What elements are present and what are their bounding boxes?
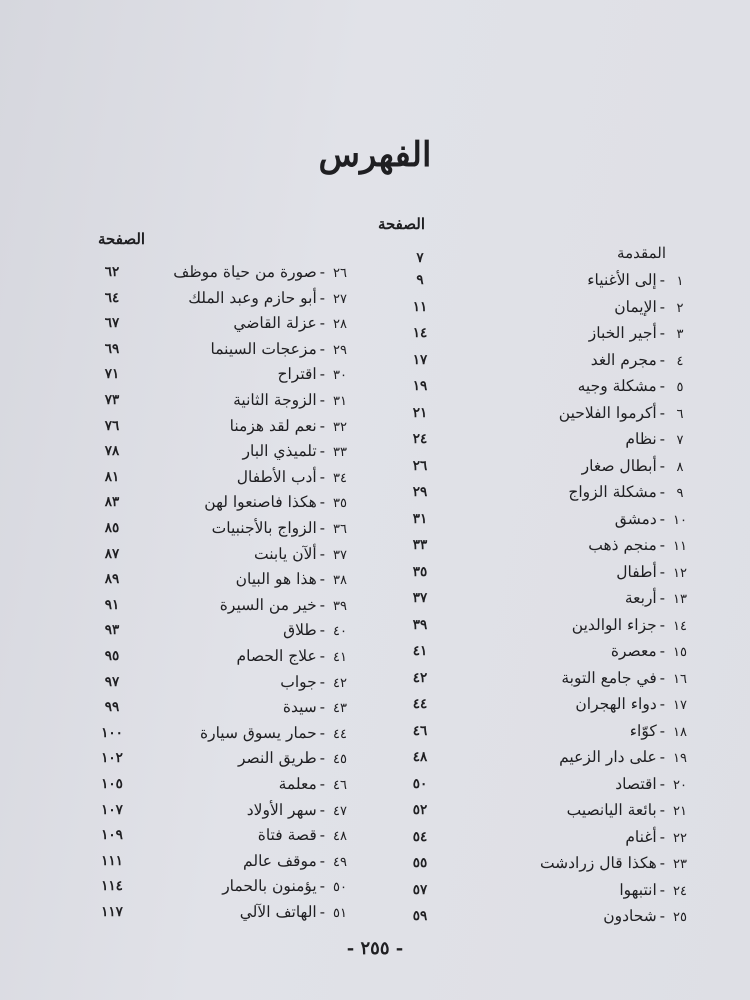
- toc-entry-title: علاج الحصام: [236, 647, 317, 665]
- toc-entry-number: ٤٩: [333, 854, 347, 870]
- toc-entry-dash: -: [319, 800, 325, 819]
- toc-entry-page: ٢١: [412, 404, 428, 421]
- toc-entry-number: ٢٩: [333, 342, 347, 358]
- toc-entry-title: في جامع التوبة: [561, 668, 657, 687]
- toc-entry-dash: -: [319, 621, 325, 640]
- toc-entry-dash: -: [659, 297, 665, 316]
- toc-entry: [568, 480, 692, 504]
- toc-entry: [283, 695, 352, 719]
- toc-entry-title: أربعة: [624, 589, 657, 607]
- toc-entry-dash: -: [319, 263, 325, 281]
- toc-entry-title: هكذا فاصنعوا لهن: [204, 493, 317, 512]
- toc-entry: [540, 851, 692, 875]
- toc-entry-title: منجم ذهب: [588, 536, 657, 554]
- toc-entry: [616, 560, 692, 584]
- toc-entry-page: ٨٩: [104, 571, 120, 588]
- toc-entry: [238, 746, 352, 770]
- toc-entry: [188, 286, 352, 310]
- toc-entry-dash: -: [659, 615, 665, 634]
- toc-entry-dash: -: [319, 339, 325, 358]
- toc-entry: [559, 401, 692, 425]
- toc-entry-dash: -: [659, 854, 665, 872]
- toc-entry: [578, 374, 692, 398]
- toc-entry-page: ٢٤: [412, 431, 428, 447]
- toc-entry-number: ١٠: [673, 512, 687, 528]
- toc-entry: [279, 772, 352, 796]
- toc-entry-number: ٢١: [673, 804, 687, 819]
- toc-entry-title: انتبهوا: [619, 880, 657, 899]
- intro-entry-title: المقدمة: [617, 244, 666, 262]
- toc-entry-number: ١٤: [673, 618, 687, 634]
- toc-entry-number: ١٨: [673, 724, 687, 740]
- toc-entry: [204, 490, 352, 514]
- toc-entry-page: ٧٨: [104, 443, 120, 460]
- toc-entry: [615, 772, 692, 796]
- toc-entry-page: ٥٩: [412, 908, 428, 924]
- toc-entry-title: حمار يسوق سيارة: [199, 723, 317, 742]
- toc-entry-page: ٩٧: [104, 673, 120, 690]
- toc-entry: [258, 823, 352, 847]
- toc-entry: [237, 465, 352, 489]
- toc-entry-page: ٥٧: [412, 881, 428, 898]
- toc-entry-title: مشكلة وجيه: [577, 377, 657, 395]
- toc-entry-title: أكرموا الفلاحين: [558, 403, 657, 422]
- toc-entry-page: ١١٤: [101, 878, 123, 895]
- toc-entry-number: ١١: [673, 539, 687, 554]
- toc-entry-number: ٤٣: [333, 701, 347, 717]
- toc-entry: [567, 798, 692, 822]
- toc-entry-page: ٦٤: [104, 289, 120, 306]
- toc-entry-title: أطفال: [616, 562, 657, 581]
- toc-entry-dash: -: [319, 467, 325, 486]
- toc-entry-number: ٢: [676, 300, 684, 316]
- toc-entry-dash: -: [659, 721, 665, 740]
- toc-entry-title: دواء الهجران: [575, 695, 657, 713]
- toc-entry-number: ٣٦: [333, 522, 347, 537]
- toc-entry-number: ٤٥: [333, 752, 347, 768]
- toc-entry-dash: -: [659, 668, 665, 687]
- toc-entry-title: صورة من حياة موظف: [173, 263, 317, 281]
- toc-entry-page: ٦٧: [104, 315, 120, 332]
- toc-entry-page: ٣٥: [412, 563, 428, 580]
- page-column-header-left: الصفحة: [98, 230, 146, 248]
- toc-entry-number: ١٦: [673, 671, 687, 687]
- toc-entry-page: ٦٢: [104, 264, 120, 280]
- toc-entry-page: ٥٥: [412, 855, 428, 871]
- toc-entry-dash: -: [319, 442, 325, 461]
- toc-entry-number: ٤٨: [333, 829, 347, 845]
- toc-entry-title: قصة فتاة: [257, 826, 317, 845]
- toc-entry-page: ٤٤: [412, 696, 428, 712]
- page-column-header-right: الصفحة: [377, 215, 425, 233]
- toc-entry-dash: -: [319, 903, 325, 921]
- toc-entry-dash: -: [319, 749, 325, 768]
- toc-entry-dash: -: [319, 493, 325, 512]
- toc-entry: [625, 825, 692, 849]
- toc-entry-number: ٣٩: [333, 598, 347, 614]
- toc-entry-page: ٣١: [412, 510, 428, 527]
- toc-entry-title: مزعجات السينما: [210, 339, 317, 358]
- toc-entry: [247, 798, 352, 822]
- toc-entry-dash: -: [319, 595, 325, 614]
- toc-entry-dash: -: [659, 483, 665, 501]
- toc-entry-number: ٣٠: [333, 368, 347, 384]
- toc-entry-dash: -: [659, 642, 665, 660]
- toc-entry-title: الزوجة الثانية: [233, 391, 317, 409]
- toc-entry-page: ١٤: [412, 325, 428, 341]
- toc-entry: [233, 311, 352, 335]
- toc-entry-title: اقتراح: [277, 365, 317, 384]
- toc-entry: [614, 295, 692, 319]
- toc-entry-number: ٤٦: [333, 778, 347, 793]
- toc-entry-title: طلاق: [283, 621, 317, 640]
- toc-entry-page: ٥٤: [412, 828, 428, 845]
- toc-entry-number: ٤١: [333, 650, 347, 665]
- toc-entry-page: ٤٨: [412, 749, 428, 765]
- toc-entry: [220, 593, 352, 617]
- toc-entry: [625, 427, 692, 451]
- toc-entry-number: ٣٢: [333, 419, 347, 435]
- toc-entry-dash: -: [659, 430, 665, 448]
- toc-entry-title: الهاتف الآلي: [239, 903, 317, 921]
- toc-entry-page: ٢٩: [412, 484, 428, 500]
- toc-entry-page: ٨١: [104, 468, 120, 485]
- toc-entry-dash: -: [319, 365, 325, 384]
- toc-entry-page: ٩٣: [104, 622, 120, 639]
- toc-entry-number: ٢٠: [673, 777, 687, 793]
- toc-entry-title: معصرة: [610, 642, 657, 660]
- toc-entry-title: عزلة القاضي: [233, 314, 317, 333]
- toc-entry: [619, 878, 692, 902]
- toc-entry: [603, 904, 692, 928]
- toc-entry-page: ١٠٥: [101, 776, 123, 792]
- toc-entry-page: ١١١: [101, 852, 123, 869]
- toc-entry: [575, 692, 692, 716]
- toc-entry: [277, 362, 352, 386]
- toc-entry-page: ٣٧: [412, 590, 428, 606]
- toc-entry-title: تلميذي البار: [242, 442, 317, 461]
- toc-entry-page: ٨٣: [104, 494, 120, 511]
- toc-entry-dash: -: [659, 456, 665, 475]
- toc-entry-dash: -: [319, 698, 325, 717]
- toc-entry-title: اقتصاد: [615, 774, 657, 793]
- page-number: - ٢٥٥ -: [346, 938, 404, 959]
- toc-entry-dash: -: [659, 907, 665, 925]
- toc-entry-number: ٢٤: [673, 883, 687, 899]
- toc-entry-dash: -: [319, 775, 325, 793]
- toc-entry-dash: -: [659, 695, 665, 713]
- toc-entry-number: ١٢: [673, 565, 687, 581]
- toc-entry-dash: -: [319, 570, 325, 589]
- toc-entry-number: ٥٠: [333, 880, 347, 896]
- toc-entry-title: مشكلة الزواج: [568, 483, 657, 501]
- toc-entry-number: ٢٧: [333, 291, 347, 307]
- toc-entry-dash: -: [319, 851, 325, 870]
- toc-entry-page: ٩٥: [104, 648, 120, 664]
- toc-entry: [591, 348, 692, 372]
- toc-entry-title: أدب الأطفال: [236, 467, 317, 486]
- toc-entry: [236, 567, 352, 591]
- toc-entry-title: يؤمنون بالحمار: [222, 877, 317, 896]
- toc-entry-title: هكذا قال زرادشت: [539, 854, 657, 872]
- toc-entry-dash: -: [319, 672, 325, 691]
- toc-entry-number: ١٥: [673, 645, 687, 660]
- page-title: الفهرس: [318, 135, 432, 175]
- toc-entry-page: ١١: [412, 298, 428, 315]
- toc-entry-number: ١: [676, 274, 684, 289]
- toc-entry-title: نظام: [625, 430, 657, 448]
- toc-entry-page: ١٠٢: [101, 750, 123, 767]
- toc-entry-number: ٣٤: [333, 470, 347, 486]
- toc-entry-number: ٣٨: [333, 573, 347, 589]
- toc-entry-number: ٥١: [333, 906, 347, 921]
- toc-entry-dash: -: [319, 647, 325, 665]
- toc-entry: [233, 388, 352, 412]
- toc-entry-number: ١٩: [673, 751, 687, 766]
- toc-entry: [630, 719, 692, 743]
- toc-entry-page: ٤٦: [412, 722, 428, 739]
- toc-entry: [582, 454, 692, 478]
- toc-entry-dash: -: [659, 827, 665, 846]
- toc-entry-title: هذا هو البيان: [235, 570, 317, 589]
- toc-entry: [625, 586, 692, 610]
- toc-entry-dash: -: [319, 288, 325, 307]
- toc-entry-dash: -: [659, 562, 665, 581]
- toc-entry-dash: -: [319, 723, 325, 742]
- toc-entry-title: بائعة اليانصيب: [566, 801, 657, 819]
- toc-entry: [572, 613, 692, 637]
- toc-entry-number: ٧: [676, 433, 684, 448]
- toc-entry-dash: -: [659, 403, 665, 422]
- toc-entry: [173, 260, 352, 284]
- toc-entry-dash: -: [319, 314, 325, 333]
- toc-entry-number: ٤٢: [333, 675, 347, 691]
- toc-entry-dash: -: [659, 509, 665, 528]
- toc-entry-title: خير من السيرة: [219, 595, 317, 614]
- toc-entry: [222, 874, 352, 898]
- toc-entry-page: ٧١: [104, 366, 120, 383]
- toc-entry: [615, 507, 692, 531]
- toc-entry-title: أبو حازم وعبد الملك: [188, 288, 317, 307]
- toc-entry-title: على دار الزعيم: [559, 748, 657, 766]
- toc-entry-number: ٣٥: [333, 496, 347, 512]
- toc-entry-title: موقف عالم: [243, 851, 317, 870]
- toc-entry: [243, 849, 352, 873]
- toc-entry: [561, 666, 692, 690]
- toc-entry-title: إلى الأغنياء: [587, 271, 657, 289]
- toc-entry-dash: -: [659, 536, 665, 554]
- toc-entry-number: ١٧: [673, 698, 687, 713]
- toc-entry-title: جزاء الوالدين: [571, 615, 657, 634]
- toc-entry-title: مجرم الغد: [590, 350, 657, 369]
- toc-entry-number: ٥: [676, 380, 684, 395]
- toc-entry-dash: -: [659, 324, 665, 342]
- toc-entry-number: ٢٦: [333, 266, 347, 281]
- toc-entry-number: ٢٨: [333, 317, 347, 333]
- toc-entry: [237, 644, 352, 668]
- toc-entry: [254, 542, 352, 566]
- toc-entry-page: ٢٦: [412, 457, 428, 474]
- toc-entry: [611, 639, 692, 663]
- toc-entry-page: ٣٩: [412, 616, 428, 633]
- toc-entry-page: ٦٩: [104, 340, 120, 357]
- toc-entry: [211, 337, 353, 361]
- toc-entry-page: ٤٢: [412, 669, 428, 686]
- toc-entry-title: الإيمان: [614, 297, 657, 316]
- toc-entry-title: ألآن يابنت: [254, 544, 317, 563]
- toc-entry-page: ١٧: [412, 351, 428, 368]
- toc-entry-number: ٤٤: [333, 726, 347, 742]
- toc-entry-number: ٣١: [333, 394, 347, 409]
- toc-entry-page: ٧٣: [104, 392, 120, 408]
- toc-entry: [280, 670, 352, 694]
- toc-entry: [588, 533, 692, 557]
- toc-entry-page: ١١٧: [101, 904, 123, 920]
- toc-entry-number: ٤: [676, 353, 684, 369]
- toc-entry: [589, 321, 692, 345]
- toc-entry-number: ٢٣: [673, 857, 687, 872]
- toc-entry: [212, 516, 352, 540]
- toc-entry-number: ٣٣: [333, 445, 347, 461]
- toc-entry-dash: -: [659, 350, 665, 369]
- toc-entry-title: أبطال صغار: [581, 456, 657, 475]
- toc-entry-title: أجير الخباز: [588, 324, 657, 342]
- toc-entry-dash: -: [319, 877, 325, 896]
- toc-entry-dash: -: [659, 748, 665, 766]
- toc-entry-dash: -: [659, 801, 665, 819]
- toc-entry-dash: -: [659, 271, 665, 289]
- toc-entry-number: ٣٧: [333, 547, 347, 563]
- toc-entry-dash: -: [319, 519, 325, 537]
- toc-entry: [200, 721, 352, 745]
- toc-entry-number: ٦: [676, 406, 684, 422]
- toc-entry-title: معلمة: [278, 775, 317, 793]
- toc-entry-title: جواب: [280, 672, 317, 691]
- toc-entry-title: شحادون: [603, 907, 657, 925]
- toc-entry-number: ٣: [676, 327, 684, 342]
- toc-entry-number: ٤٠: [333, 624, 347, 640]
- toc-entry: [559, 745, 692, 769]
- toc-entry-page: ١٠٠: [101, 724, 123, 741]
- toc-entry-dash: -: [319, 391, 325, 409]
- toc-entry-page: ٥٠: [412, 775, 428, 792]
- toc-entry-page: ١٠٩: [101, 827, 123, 844]
- toc-entry-page: ٨٧: [104, 545, 120, 562]
- toc-entry-dash: -: [659, 880, 665, 899]
- toc-entry-title: كوّاء: [629, 721, 657, 740]
- toc-entry-number: ١٣: [673, 592, 687, 607]
- toc-entry: [240, 900, 352, 924]
- toc-entry-page: ١٠٧: [101, 801, 123, 818]
- toc-entry-title: الزواج بالأجنبيات: [211, 519, 317, 537]
- toc-entry-number: ٨: [676, 459, 684, 475]
- toc-entry-dash: -: [659, 774, 665, 793]
- toc-entry: [230, 414, 352, 438]
- toc-entry-page: ١٩: [412, 378, 428, 394]
- toc-entry-page: ٩١: [104, 596, 120, 613]
- toc-entry-page: ٩: [416, 272, 424, 288]
- toc-entry-dash: -: [319, 544, 325, 563]
- toc-entry-title: طريق النصر: [237, 749, 317, 768]
- toc-entry-title: دمشق: [614, 509, 657, 528]
- intro-entry-page: ٧: [416, 250, 424, 266]
- toc-entry-dash: -: [659, 589, 665, 607]
- toc-entry-page: ٩٩: [104, 699, 120, 716]
- toc-entry-title: سيدة: [282, 698, 317, 717]
- toc-entry-dash: -: [319, 416, 325, 435]
- toc-entry: [283, 618, 352, 642]
- toc-entry-number: ٤٧: [333, 803, 347, 819]
- toc-entry-dash: -: [659, 377, 665, 395]
- toc-entry-title: سهر الأولاد: [246, 800, 317, 819]
- toc-entry-page: ٥٢: [412, 802, 428, 818]
- toc-entry-title: نعم لقد هزمنا: [229, 416, 317, 435]
- toc-entry-number: ٢٢: [673, 830, 687, 846]
- toc-entry-number: ٢٥: [673, 910, 687, 925]
- toc-entry: [587, 268, 692, 292]
- toc-entry-dash: -: [319, 826, 325, 845]
- toc-entry-title: أغنام: [625, 827, 657, 846]
- toc-entry-page: ٤١: [412, 643, 428, 659]
- toc-entry-page: ٧٦: [104, 417, 120, 434]
- toc-entry-page: ٣٣: [412, 537, 428, 553]
- toc-entry-page: ٨٥: [104, 520, 120, 536]
- toc-entry-number: ٩: [676, 486, 684, 501]
- toc-entry: [243, 439, 352, 463]
